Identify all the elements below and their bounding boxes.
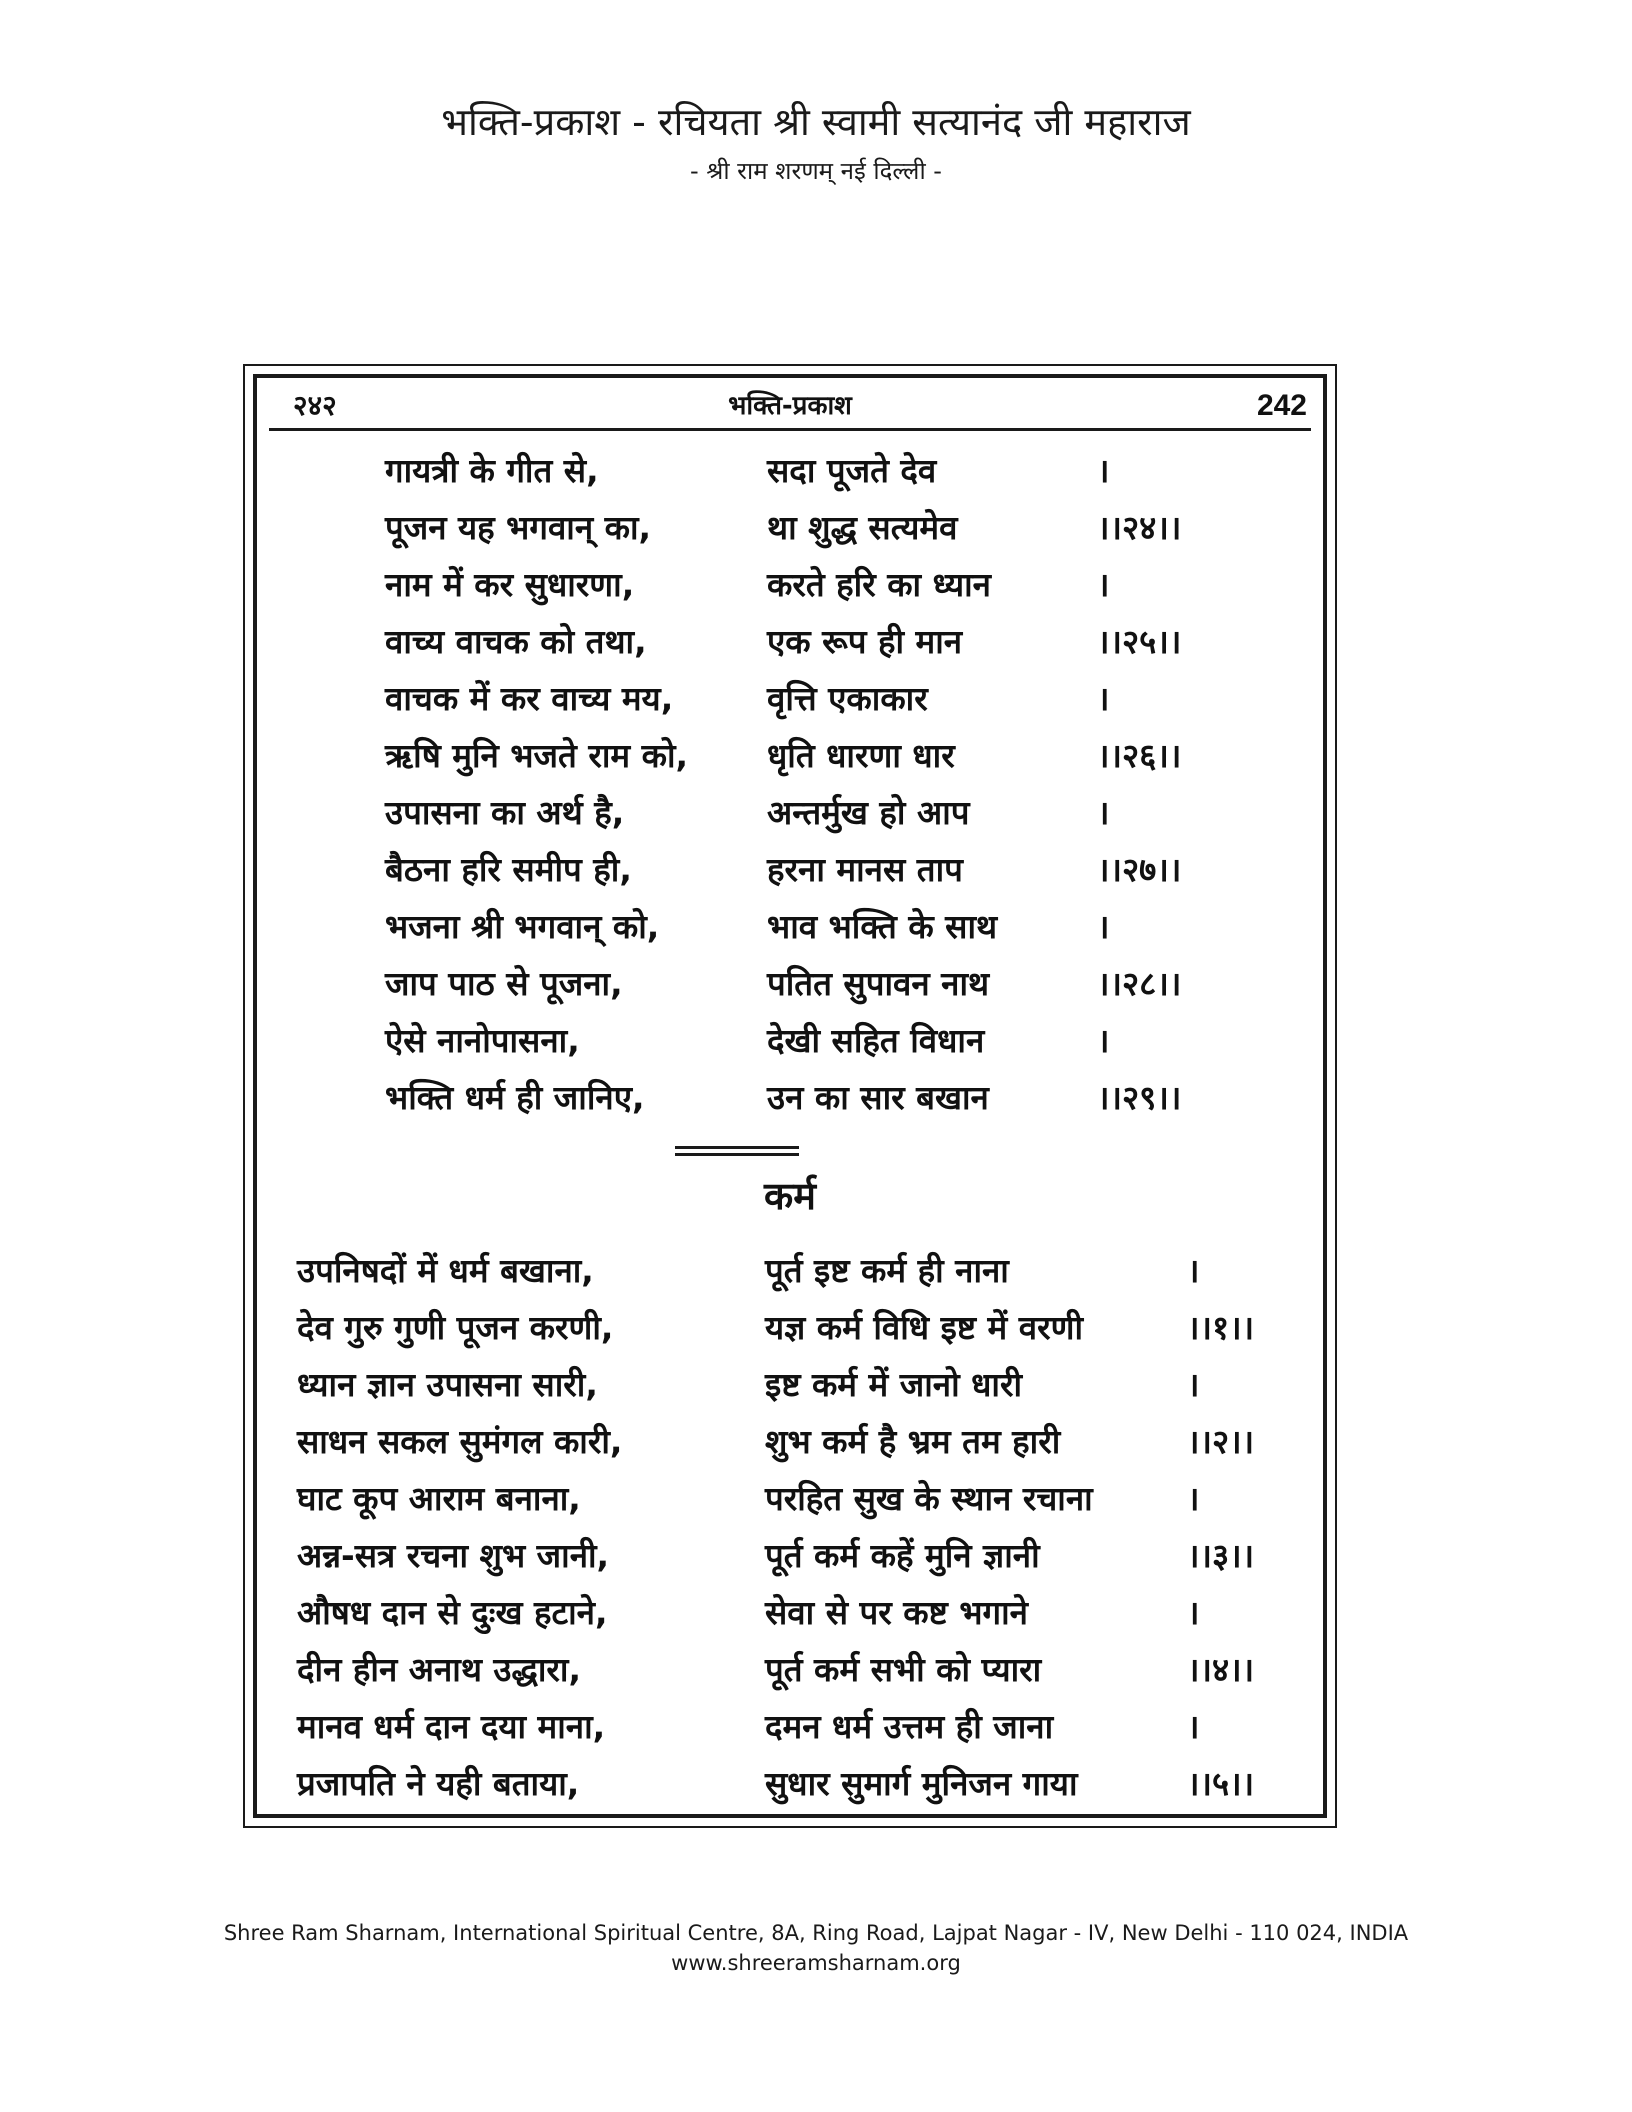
verse-marker: ।।२९।। bbox=[1097, 1078, 1182, 1117]
verse-first-half: बैठना हरि समीप ही, bbox=[385, 850, 632, 889]
verse-second-half: उन का सार बखान bbox=[767, 1078, 989, 1117]
verse-first-half: नाम में कर सुधारणा, bbox=[385, 565, 635, 604]
verse-marker: । bbox=[1187, 1707, 1200, 1746]
header-title: भक्ति-प्रकाश - रचियता श्री स्वामी सत्यानंद जी महाराज bbox=[441, 100, 1191, 144]
page-frame-inner bbox=[253, 374, 1327, 1818]
verse-line bbox=[257, 1413, 1323, 1470]
verse-marker: ।।२।। bbox=[1187, 1422, 1255, 1461]
verse-second-half: पूर्त कर्म कहें मुनि ज्ञानी bbox=[765, 1536, 1040, 1575]
verse-second-half: धृति धारणा धार bbox=[767, 736, 955, 775]
verse-line bbox=[257, 670, 1323, 727]
verse-marker: ।।१।। bbox=[1187, 1308, 1255, 1347]
verse-line bbox=[257, 1470, 1323, 1527]
footer-website: www.shreeramsharnam.org bbox=[671, 1951, 961, 1975]
verse-marker: । bbox=[1187, 1365, 1200, 1404]
verse-second-half: सुधार सुमार्ग मुनिजन गाया bbox=[765, 1764, 1078, 1803]
verse-second-half: दमन धर्म उत्तम ही जाना bbox=[765, 1707, 1054, 1746]
footer-address: Shree Ram Sharnam, International Spiritual Centre, 8A, Ring Road, Lajpat Nagar - IV, New Delhi - 110 024, INDIA bbox=[223, 1921, 1409, 1945]
verse-second-half: सेवा से पर कष्ट भगाने bbox=[765, 1593, 1028, 1632]
verse-marker: । bbox=[1187, 1593, 1200, 1632]
verse-first-half: उपासना का अर्थ है, bbox=[385, 793, 625, 832]
verse-first-half: गायत्री के गीत से, bbox=[385, 451, 599, 490]
verse-marker: ।।२७।। bbox=[1097, 850, 1182, 889]
verse-line bbox=[257, 1242, 1323, 1299]
verse-first-half: ऋषि मुनि भजते राम को, bbox=[385, 736, 689, 775]
section-heading: कर्म bbox=[764, 1174, 816, 1218]
verse-marker: ।।३।। bbox=[1187, 1536, 1255, 1575]
verse-line bbox=[257, 1584, 1323, 1641]
verse-line bbox=[257, 898, 1323, 955]
verse-second-half: हरना मानस ताप bbox=[767, 850, 963, 889]
verse-line bbox=[257, 727, 1323, 784]
verse-marker: ।।४।। bbox=[1187, 1650, 1255, 1689]
verse-marker: ।।२४।। bbox=[1097, 508, 1182, 547]
verse-first-half: भजना श्री भगवान् को, bbox=[385, 907, 660, 946]
verse-second-half: पतित सुपावन नाथ bbox=[767, 964, 990, 1003]
verse-first-half: साधन सकल सुमंगल कारी, bbox=[297, 1422, 623, 1461]
verse-marker: । bbox=[1097, 451, 1110, 490]
verse-second-half: परहित सुख के स्थान रचाना bbox=[765, 1479, 1093, 1518]
verse-line bbox=[257, 1755, 1323, 1812]
verse-line bbox=[257, 1698, 1323, 1755]
verse-marker: ।।५।। bbox=[1187, 1764, 1255, 1803]
verse-line bbox=[257, 556, 1323, 613]
verse-first-half: पूजन यह भगवान् का, bbox=[385, 508, 652, 547]
verse-second-half: अन्तर्मुख हो आप bbox=[767, 793, 970, 832]
verse-second-half: एक रूप ही मान bbox=[767, 622, 963, 661]
verse-second-half: था शुद्ध सत्यमेव bbox=[767, 508, 958, 547]
verse-marker: । bbox=[1097, 1021, 1110, 1060]
verse-second-half: सदा पूजते देव bbox=[767, 451, 937, 490]
verse-marker: । bbox=[1187, 1251, 1200, 1290]
verse-first-half: जाप पाठ से पूजना, bbox=[385, 964, 623, 1003]
verse-marker: । bbox=[1097, 793, 1110, 832]
verse-block-b bbox=[257, 1242, 1323, 1812]
verse-line bbox=[257, 499, 1323, 556]
verse-marker: । bbox=[1097, 679, 1110, 718]
verse-marker: । bbox=[1097, 907, 1110, 946]
verse-line bbox=[257, 1069, 1323, 1126]
verse-second-half: शुभ कर्म है भ्रम तम हारी bbox=[765, 1422, 1061, 1461]
verse-first-half: वाचक में कर वाच्य मय, bbox=[385, 679, 674, 718]
verse-first-half: ऐसे नानोपासना, bbox=[385, 1021, 580, 1060]
verse-first-half: घाट कूप आराम बनाना, bbox=[297, 1479, 581, 1518]
verse-first-half: वाच्य वाचक को तथा, bbox=[385, 622, 647, 661]
verse-second-half: देखी सहित विधान bbox=[767, 1021, 985, 1060]
page-number: 242 bbox=[1256, 389, 1307, 422]
verse-second-half: पूर्त कर्म सभी को प्यारा bbox=[765, 1650, 1042, 1689]
page-frame bbox=[243, 364, 1337, 1828]
running-head bbox=[269, 384, 1311, 431]
verse-first-half: मानव धर्म दान दया माना, bbox=[297, 1707, 606, 1746]
verse-first-half: औषध दान से दुःख हटाने, bbox=[297, 1593, 608, 1632]
verse-line bbox=[257, 1356, 1323, 1413]
verse-line bbox=[257, 784, 1323, 841]
verse-block-a bbox=[257, 442, 1323, 1126]
verse-first-half: देव गुरु गुणी पूजन करणी, bbox=[297, 1308, 614, 1347]
verse-second-half: इष्ट कर्म में जानो धारी bbox=[765, 1365, 1023, 1404]
verse-first-half: भक्ति धर्म ही जानिए, bbox=[385, 1078, 645, 1117]
verse-marker: । bbox=[1187, 1479, 1200, 1518]
verse-marker: ।।२८।। bbox=[1097, 964, 1182, 1003]
page-footer bbox=[0, 1918, 1632, 1978]
verse-line bbox=[257, 1299, 1323, 1356]
verse-first-half: दीन हीन अनाथ उद्धारा, bbox=[297, 1650, 581, 1689]
verse-second-half: भाव भक्ति के साथ bbox=[767, 907, 998, 946]
verse-marker: ।।२५।। bbox=[1097, 622, 1182, 661]
verse-line bbox=[257, 1527, 1323, 1584]
verse-marker: ।।२६।। bbox=[1097, 736, 1182, 775]
verse-line bbox=[257, 1641, 1323, 1698]
verse-line bbox=[257, 613, 1323, 670]
verse-line bbox=[257, 841, 1323, 898]
page-header bbox=[0, 96, 1632, 188]
verse-line bbox=[257, 442, 1323, 499]
section-divider bbox=[675, 1146, 799, 1156]
verse-second-half: पूर्त इष्ट कर्म ही नाना bbox=[765, 1251, 1009, 1290]
verse-line bbox=[257, 1012, 1323, 1069]
verse-first-half: अन्न-सत्र रचना शुभ जानी, bbox=[297, 1536, 610, 1575]
page-number-devanagari: २४२ bbox=[293, 389, 337, 422]
header-subtitle: - श्री राम शरणम् नई दिल्ली - bbox=[690, 157, 942, 185]
verse-marker: । bbox=[1097, 565, 1110, 604]
book-title: भक्ति-प्रकाश bbox=[728, 391, 852, 421]
verse-second-half: करते हरि का ध्यान bbox=[767, 565, 991, 604]
verse-second-half: यज्ञ कर्म विधि इष्ट में वरणी bbox=[765, 1308, 1084, 1347]
verse-first-half: उपनिषदों में धर्म बखाना, bbox=[297, 1251, 594, 1290]
verse-line bbox=[257, 955, 1323, 1012]
verse-first-half: ध्यान ज्ञान उपासना सारी, bbox=[297, 1365, 598, 1404]
verse-first-half: प्रजापति ने यही बताया, bbox=[297, 1764, 580, 1803]
verse-second-half: वृत्ति एकाकार bbox=[767, 679, 928, 718]
